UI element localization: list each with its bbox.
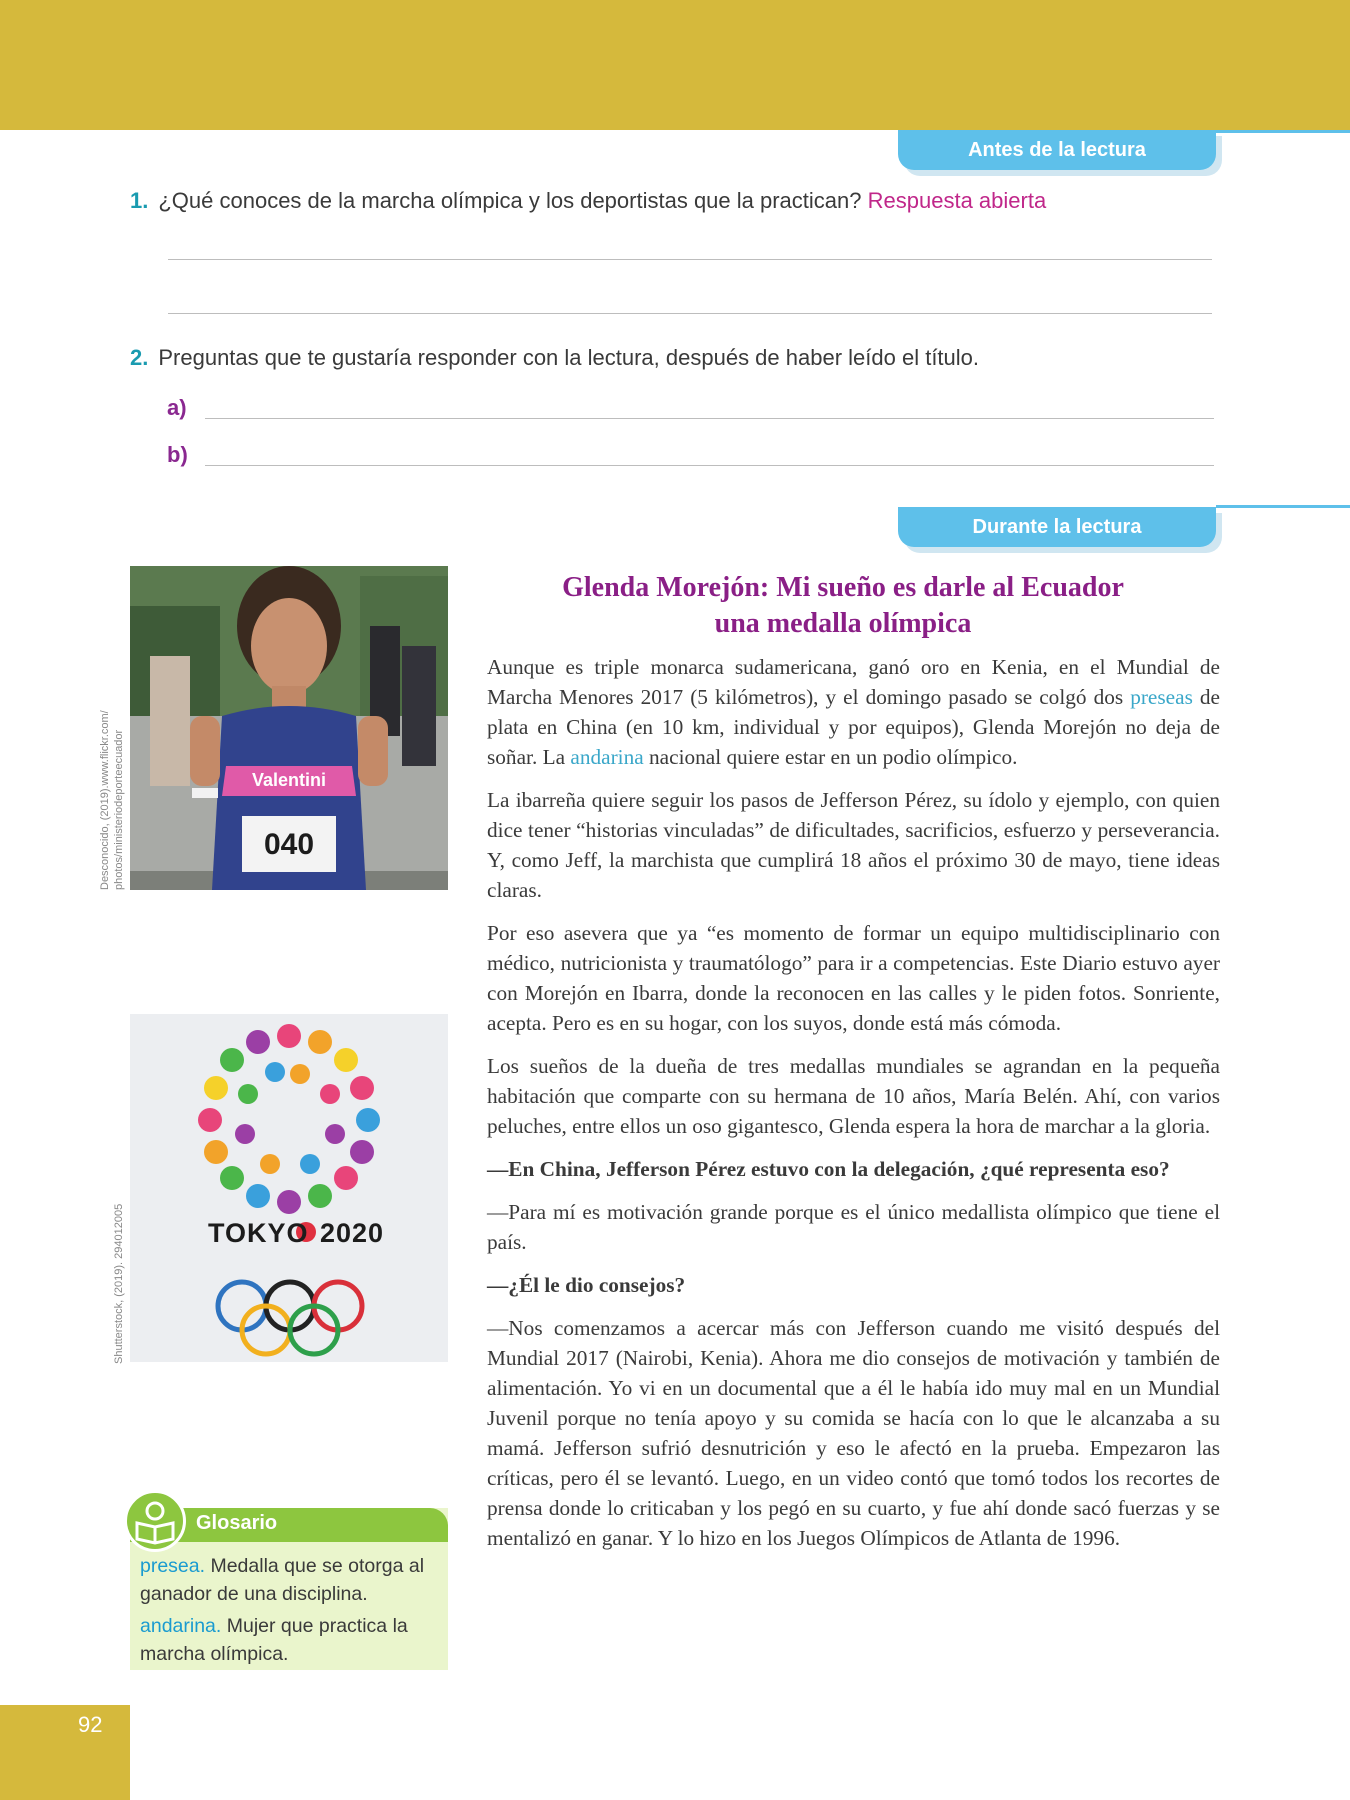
athlete-photo xyxy=(130,566,448,890)
answer-line[interactable] xyxy=(205,418,1214,419)
text-run: nacional quiere estar en un podio olímpico. xyxy=(643,745,1018,769)
page-number-band xyxy=(0,1705,130,1800)
question-text: —En China, Jefferson Pérez estuvo con la delegación, ¿qué representa eso? xyxy=(487,1157,1170,1181)
text-run: Aunque es triple monarca sudamericana, ganó oro en Kenia, en el Mundial de Marcha Menores 2017 (5 kilómetros), y el domingo pasado se colgó dos xyxy=(487,655,1220,709)
glossary-term-presea[interactable]: preseas xyxy=(1130,685,1193,709)
tab-line xyxy=(1216,130,1350,133)
race-bib-number: 040 xyxy=(263,828,315,861)
question-text: Preguntas que te gustaría responder con la lectura, después de haber leído el título. xyxy=(158,345,980,370)
article-body xyxy=(487,652,1220,1566)
article-paragraph: Por eso asevera que ya “es momento de formar un equipo multidisciplinario con médico, nutricionista y traumatólogo” para ir a competencias. Este Diario estuvo ayer con Morejón en Ibarra, donde la reconocen en las calles y le piden fotos. Sonriente, acepta. Pero es en su hogar, con los suyos, donde está más cómoda. xyxy=(487,921,1220,1035)
answer-text: Respuesta abierta xyxy=(867,188,1047,213)
article-title xyxy=(488,570,1198,642)
sub-item-a: a) xyxy=(167,395,187,420)
interview-answer: —Para mí es motivación grande porque es el único medallista olímpico que tiene el país. xyxy=(487,1200,1220,1254)
question-text: —¿Él le dio consejos? xyxy=(487,1273,686,1297)
sub-item-b: b) xyxy=(167,442,188,467)
tokyo-emblem-art xyxy=(130,1014,448,1362)
article-paragraph: Los sueños de la dueña de tres medallas mundiales se agrandan en la pequeña habitación que comparte con su hermana de 10 años, María Belén. Ahí, con varios peluches, entre ellos un oso gigantesco, Glenda espera la hora de marchar a la gloria. xyxy=(487,1054,1220,1138)
tab-before-reading: Antes de la lectura xyxy=(898,130,1216,170)
title-line: una medalla olímpica xyxy=(714,608,972,639)
glossary-definition: Mujer que practica la marcha olímpica. xyxy=(140,1615,408,1665)
glossary-term: andarina. xyxy=(140,1615,222,1637)
glossary-book-icon xyxy=(124,1490,186,1552)
glossary-entries xyxy=(140,1552,440,1672)
tab-line xyxy=(1216,505,1350,508)
photo-credit-1 xyxy=(98,710,126,890)
answer-line[interactable] xyxy=(168,259,1212,260)
glossary-entry xyxy=(140,1612,440,1668)
glossary-entry xyxy=(140,1552,440,1608)
question-1 xyxy=(130,188,1046,214)
glossary-box xyxy=(130,1508,448,1670)
tokyo-2020-photo xyxy=(130,1014,448,1362)
interview-question xyxy=(487,1154,1220,1184)
glossary-term: presea. xyxy=(140,1555,206,1577)
glossary-title: Glosario xyxy=(196,1512,278,1534)
question-2 xyxy=(130,345,979,371)
glossary-term-andarina[interactable]: andarina xyxy=(570,745,644,769)
credit-line: Desconocido, (2019).www.flickr.com/ xyxy=(99,710,111,890)
photo-credit-2: Shutterstock, (2019). 294012005 xyxy=(113,1203,125,1364)
question-number: 2. xyxy=(130,345,149,370)
book-icon xyxy=(127,1493,183,1549)
interview-answer: —Nos comenzamos a acercar más con Jefferson cuando me visitó después del Mundial 2017 (Nairobi, Kenia). Ahora me dio consejos de motivación y también de alimentación. Yo vi en un documental que a él le había ido muy mal en un Mundial Juvenil porque no tenía apoyo y su comida se hacía con lo que le alcanzaba a su mamá. Jefferson sufrió desnutrición y eso le afectó en la prueba. Empezaron las críticas, pero él se levantó. Luego, en un video contó que tomó todos los recortes de prensa donde lo criticaban y los pegó en su cuarto, y fue ahí donde sacó fuerzas y se mentalizó en ganar. Y lo hizo en los Juegos Olímpicos de Atlanta de 1996. xyxy=(487,1316,1220,1550)
page-number: 92 xyxy=(78,1712,103,1737)
question-number: 1. xyxy=(130,188,149,213)
top-color-band xyxy=(0,0,1350,130)
shirt-brand-text: Valentini xyxy=(251,770,327,790)
article-paragraph: La ibarreña quiere seguir los pasos de Jefferson Pérez, su ídolo y ejemplo, con quien dice tener “historias vinculadas” de dificultades, sacrificios, esfuerzo y perseverancia. Y, como Jeff, la marchista que cumplirá 18 años el próximo 30 de mayo, tiene ideas claras. xyxy=(487,788,1220,902)
interview-question xyxy=(487,1270,1220,1300)
question-text: ¿Qué conoces de la marcha olímpica y los deportistas que la practican? xyxy=(158,188,862,213)
tokyo-text: TOKYO xyxy=(208,1218,309,1248)
text-run: de plata en China (en 10 km, individual y por equipos), Glenda Morejón no deja de soñar. La xyxy=(487,685,1220,769)
tab-during-reading: Durante la lectura xyxy=(898,507,1216,547)
credit-line: photos/ministeriodeporteecuador xyxy=(113,729,125,890)
year-text: 2020 xyxy=(320,1218,385,1248)
answer-line[interactable] xyxy=(205,465,1214,466)
answer-line[interactable] xyxy=(168,313,1212,314)
article-paragraph xyxy=(487,652,1220,772)
title-line: Glenda Morejón: Mi sueño es darle al Ecuador xyxy=(562,572,1124,603)
glossary-definition: Medalla que se otorga al ganador de una disciplina. xyxy=(140,1555,425,1605)
